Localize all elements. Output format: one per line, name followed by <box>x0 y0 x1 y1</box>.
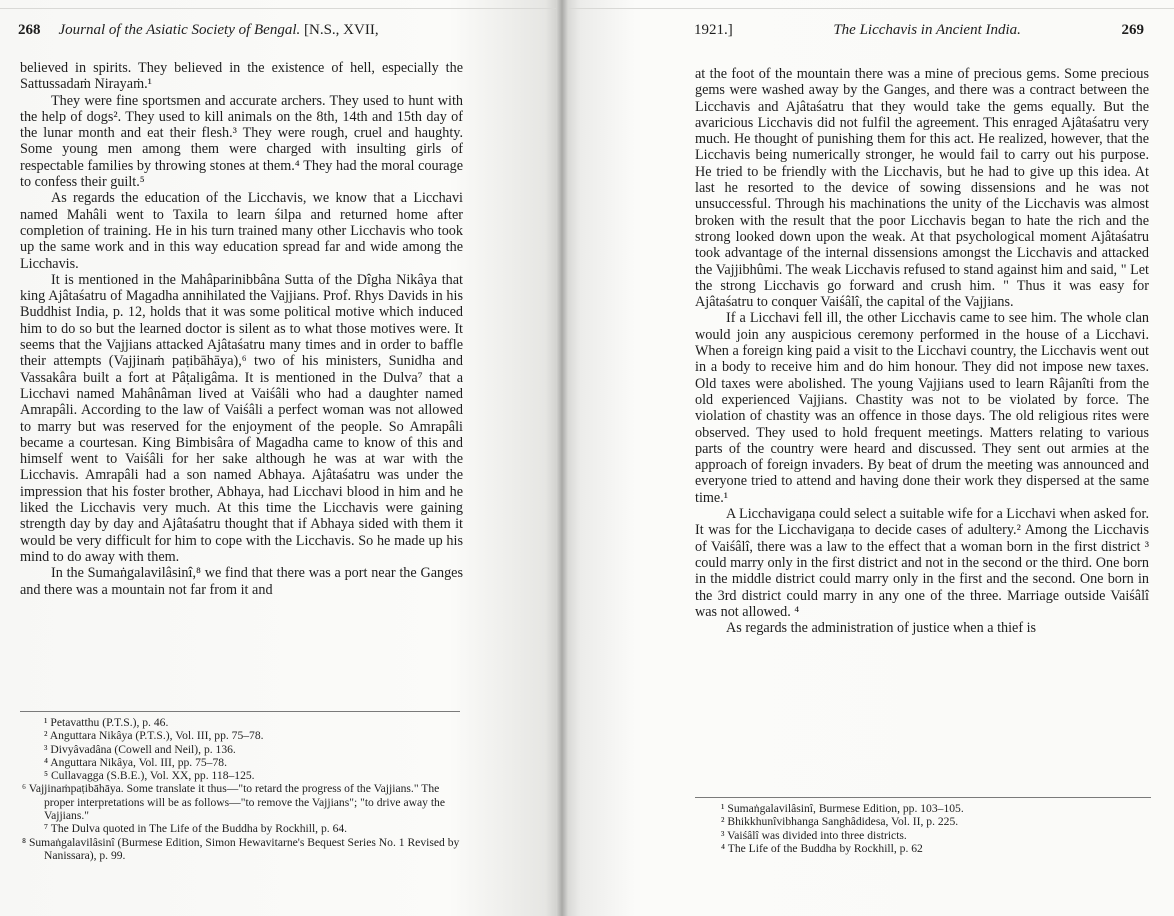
footnote: ² Bhikkhunîvibhanga Sanghâdidesa, Vol. II, p. 225. <box>721 815 959 829</box>
right-page <box>562 0 1174 916</box>
left-page <box>0 0 562 916</box>
right-page-number: 269 <box>1121 22 1144 38</box>
left-header-title-block <box>59 22 465 39</box>
footnote: ⁶ Vajjinaṁpaṭibāhāya. Some translate it thus—"to retard the progress of the Vajjians." The proper interpretations will be as follows—"to remove the Vajjians"; "to drive away the Vajjians." <box>22 782 445 823</box>
left-footnotes <box>22 716 464 862</box>
page-top-edge <box>562 8 1174 9</box>
footnote: ⁸ Sumaṅgalavilâsinî (Burmese Edition, Simon Hewavitarne's Bequest Series No. 1 Revised by Nanissara), p. 99. <box>22 835 460 862</box>
right-footnotes <box>699 802 1151 855</box>
book-gutter <box>556 0 568 916</box>
footnote-divider <box>695 797 1151 798</box>
footnote: ¹ Petavatthu (P.T.S.), p. 46. <box>44 716 169 729</box>
series-label: [N.S., XVII, <box>304 22 379 38</box>
footnote: ³ Vaiśâlî was divided into three districts. <box>721 828 907 842</box>
footnote: ³ Divyâvadâna (Cowell and Neil), p. 136. <box>44 742 236 756</box>
footnote: ⁷ The Dulva quoted in The Life of the Buddha by Rockhill, p. 64. <box>44 822 348 836</box>
left-body-text <box>20 60 463 598</box>
right-running-header <box>694 22 1144 39</box>
running-title: The Licchavis in Ancient India. <box>833 22 1021 38</box>
year-label: 1921.] <box>694 22 733 38</box>
page-top-edge <box>0 8 562 9</box>
footnote: ² Anguttara Nikâya (P.T.S.), Vol. III, pp. 75–78. <box>44 729 264 743</box>
paragraph: believed in spirits. They believed in the existence of hell, especially the Sattussadaṁ Nirayaṁ.¹ <box>20 60 463 93</box>
paragraph: A Licchavigaṇa could select a suitable wife for a Licchavi when asked for. It was for the Licchavigaṇa to decide cases of adultery.² Among the Licchavis of Vaiśâlî, there was a law to the effect that a woman born in the first district ³ could marry only in the first district and not in the second or the third. One born in the middle district could marry only in the first and the second. One born in the 3rd district could marry in any one of the three. Marriage outside Vaiśâlî was not allowed. ⁴ <box>695 506 1149 620</box>
paragraph: As regards the administration of justice when a thief is <box>726 620 1037 637</box>
paragraph: If a Licchavi fell ill, the other Licchavis came to see him. The whole clan would join any auspicious ceremony performed in the house of a Licchavi. When a foreign king paid a visit to the Licchavi country, the Licchavis went out in a body to receive him and do him honour. They did not impose new taxes. Old taxes were abolished. The young Vajjians used to learn Râjanîti from the old experienced Vajjians. Chastity was not to be violated by force. The violation of chastity was an offence in those days. The old religious rites were observed. They used to hold frequent meetings. Matters relating to various parts of the country were heard and discussed. They sent out armies at the approach of foreign invaders. By beat of drum the meeting was announced and everyone tried to attend and having done their work they dispersed at the same time.¹ <box>695 310 1149 506</box>
journal-title: Journal of the Asiatic Society of Bengal. <box>58 22 301 38</box>
paragraph: It is mentioned in the Mahâparinibbâna Sutta of the Dîgha Nikâya that king Ajâtaśatru of Magadha annihilated the Vajjians. Prof. Rhys Davids in his Buddhist India, p. 12, holds that it was some political motive which induced him to do so but the learned doctor is silent as to what those motives were. It seems that the Vajjians attacked Ajâtaśatru many times and in order to baffle their attempts (Vajjinaṁ paṭibāhāya),⁶ two of his ministers, Sunidha and Vassakâra built a fort at Pâṭaligâma. It is mentioned in the Dulva⁷ that a Licchavi named Mahânâman lived at Vaiśâli who had a daughter named Amrapâli. According to the law of Vaiśâli a perfect woman was not allowed to marry but was reserved for the enjoyment of the people. So Amrapâli became a courtesan. King Bimbisâra of Magadha came to know of this and himself went to Vaiśâli for her sake although he was at war with the Licchavis. Amrapâli had a son named Abhaya. Ajâtaśatru was under the impression that his foster brother, Abhaya, had Licchavi blood in him and he liked the Licchavis very much. At this time the Licchavis were gaining strength day by day and Ajâtaśatru thought that if Abhaya sided with them it would be very difficult for him to cope with the Licchavis. So he made up his mind to do away with them. <box>20 271 463 565</box>
footnote: ⁴ Anguttara Nikâya, Vol. III, pp. 75–78. <box>44 755 227 769</box>
footnote: ⁴ The Life of the Buddha by Rockhill, p. 62 <box>721 841 923 855</box>
paragraph: at the foot of the mountain there was a mine of precious gems. Some precious gems were washed away by the Ganges, and there was a contract between the Licchavis and Ajâtaśatru that they would take the gems equally. But the avaricious Licchavis did not fulfil the agreement. This enraged Ajâtaśatru very much. He thought of punishing them for this act. He realized, however, that the Licchavis being numerically stronger, he would fail to carry out his purpose. He tried to be friendly with the Licchavis, but he had to give up this idea. At last he resorted to the device of sowing dissensions and he was not unsuccessful. Through his machinations the unity of the Licchavis was almost broken with the result that the poor Licchavis began to hate the rich and the strong looked down upon the weak. At that psychological moment Ajâtaśatru took advantage of the internal dissensions amongst the Licchavis and attacked the Vajjibhûmi. The weak Licchavis refused to stand against him and said, " Let the strong Licchavis go forward and crush him. " Thus it was easy for Ajâtaśatru to conquer Vaiśâlî, the capital of the Vajjians. <box>695 66 1149 311</box>
paragraph: They were fine sportsmen and accurate archers. They used to hunt with the help of dogs². They used to kill animals on the 8th, 14th and 15th day of the lunar month and eat their flesh.³ They were rough, cruel and haughty. Some young men among them were charged with insulting girls of respectable families by throwing stones at them.⁴ They had the moral courage to confess their guilt.⁵ <box>20 92 463 191</box>
footnote: ¹ Sumaṅgalavilâsinî, Burmese Edition, pp. 103–105. <box>721 802 964 815</box>
left-page-number: 268 <box>18 22 41 38</box>
left-running-header <box>18 22 464 39</box>
right-body-text <box>695 66 1149 636</box>
footnote: ⁵ Cullavagga (S.B.E.), Vol. XX, pp. 118–125. <box>44 769 255 783</box>
footnote-divider <box>20 711 460 712</box>
paragraph: As regards the education of the Licchavis, we know that a Licchavi named Mahâli went to Taxila to learn śilpa and returned home after completion of training. He in his turn trained many other Licchavis who took up the same work and in this way education spread far and wide among the Licchavis. <box>20 190 463 272</box>
paragraph: In the Sumaṅgalavilâsinî,⁸ we find that there was a port near the Ganges and there was a mountain not far from it and <box>20 565 463 598</box>
